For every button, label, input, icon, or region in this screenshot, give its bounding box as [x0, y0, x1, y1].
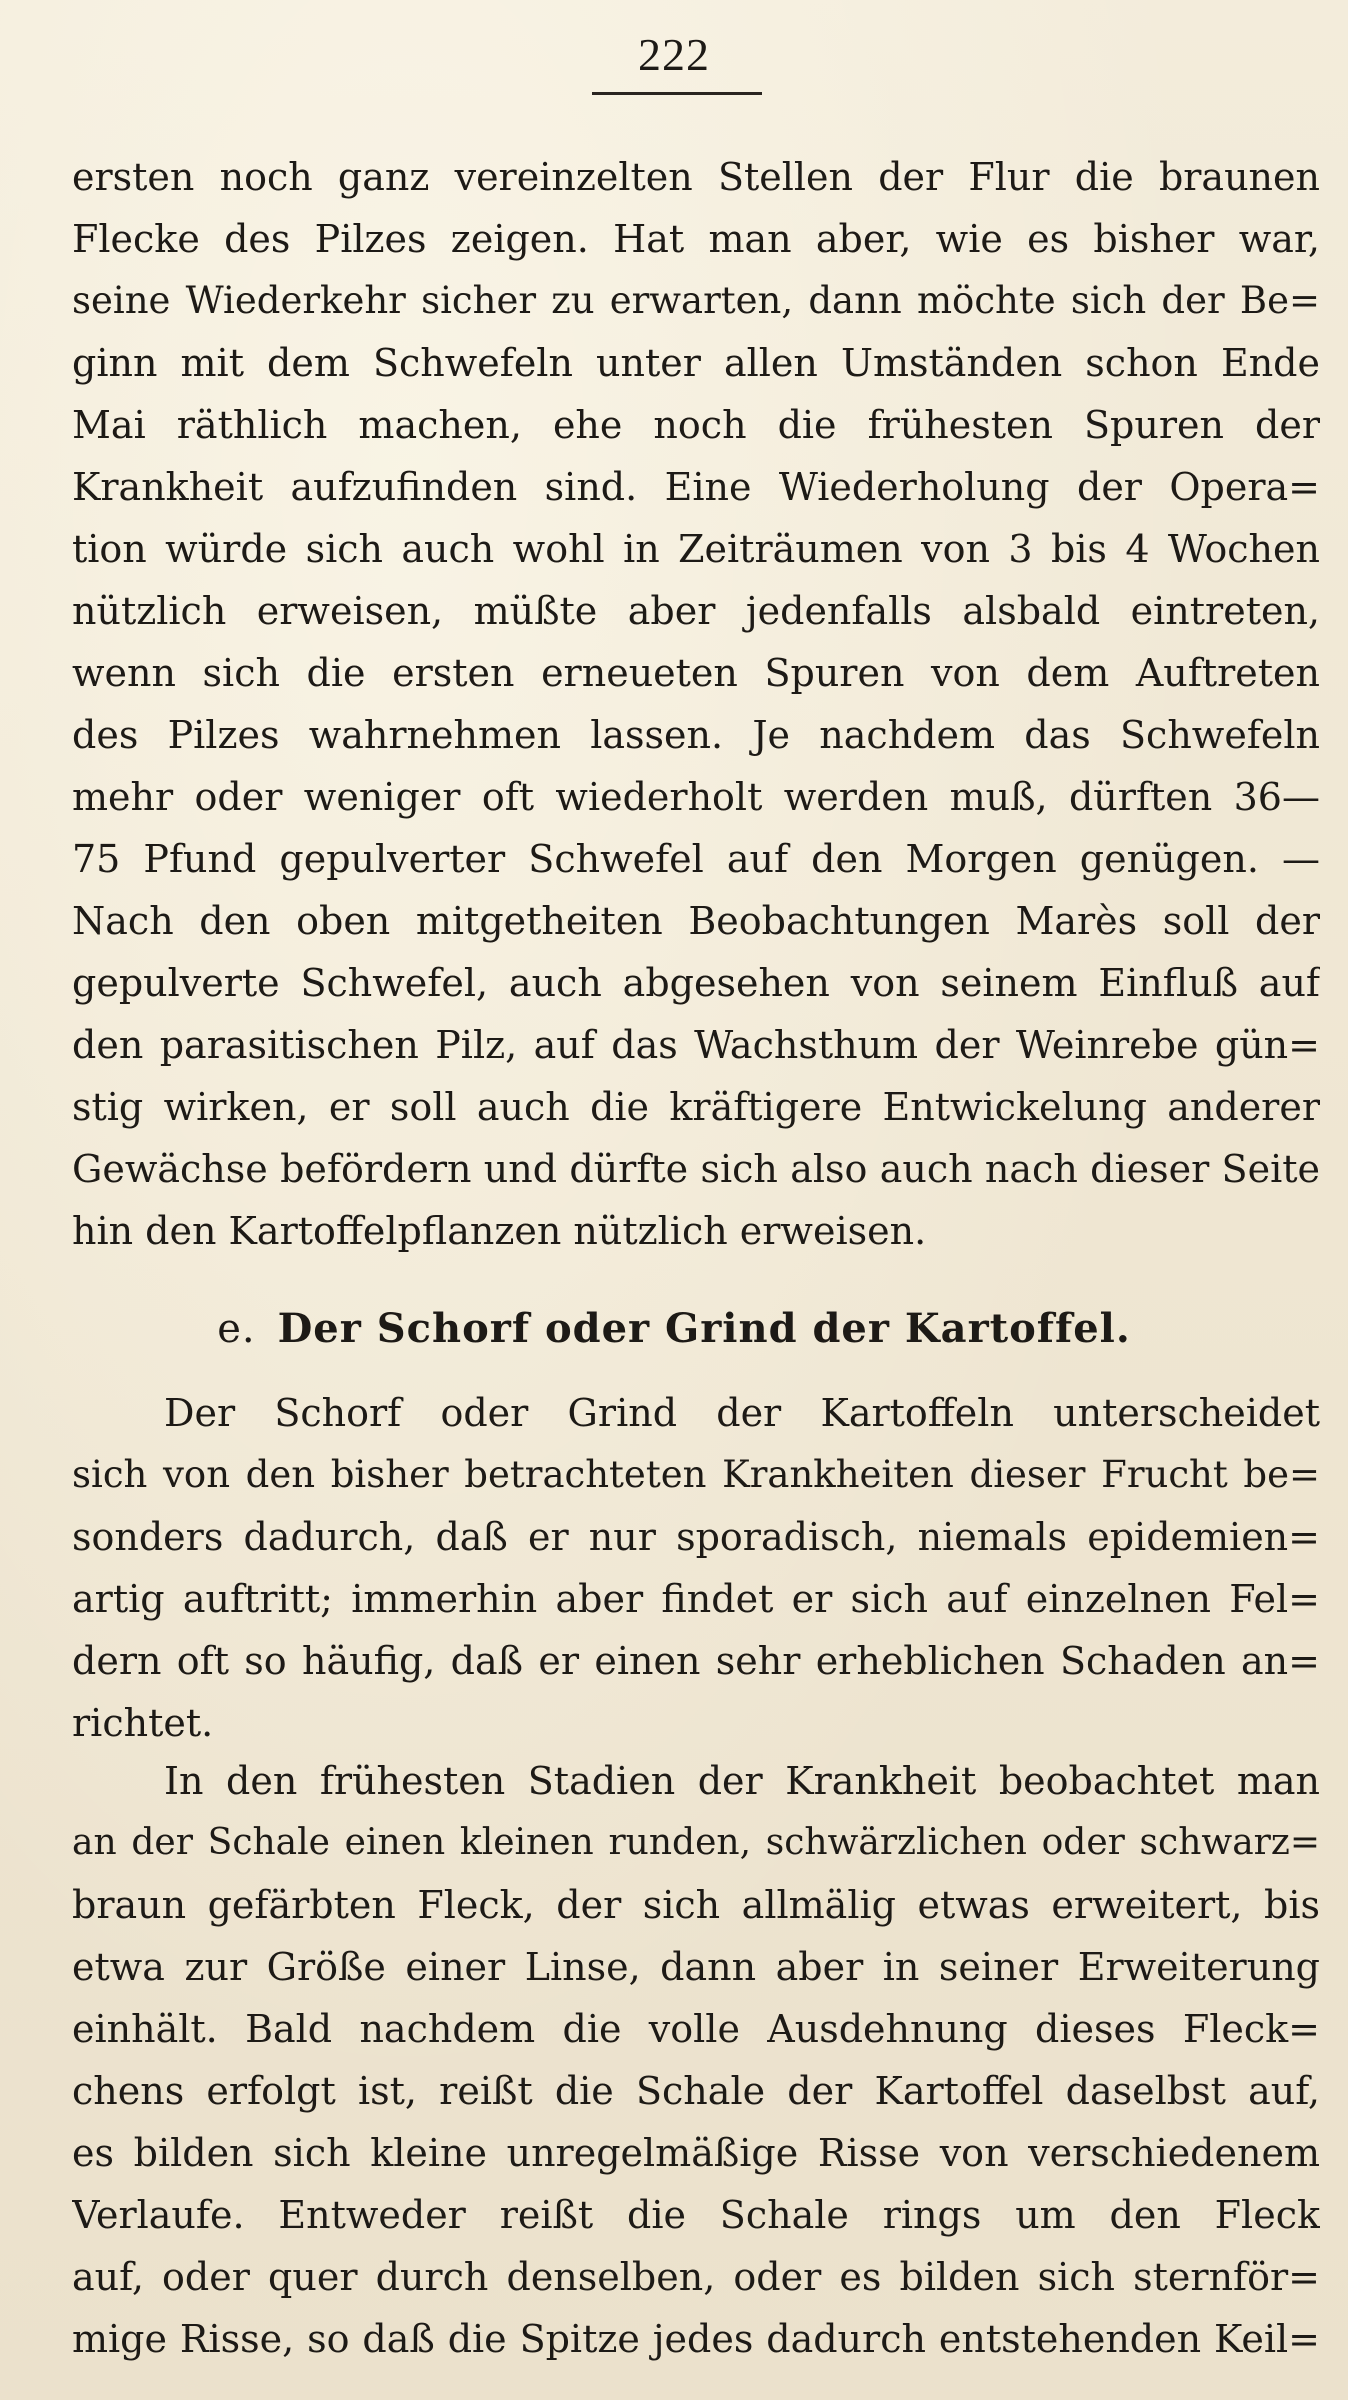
page-number: 222: [638, 29, 710, 80]
text-line: Krankheit aufzufinden sind. Eine Wiederholung der Opera=: [72, 465, 1320, 509]
text-line: es bilden sich kleine unregelmäßige Risse von verschiedenem: [72, 2131, 1320, 2175]
text-line: ginn mit dem Schwefeln unter allen Umständen schon Ende: [72, 341, 1320, 385]
text-line: richtet.: [72, 1701, 214, 1745]
text-line: den parasitischen Pilz, auf das Wachsthum der Weinrebe gün=: [72, 1023, 1320, 1067]
text-line: Nach den oben mitgetheiten Beobachtungen Marès soll der: [72, 899, 1320, 943]
text-line: Der Schorf oder Grind der Kartoffeln unterscheidet: [164, 1391, 1320, 1435]
text-line: etwa zur Größe einer Linse, dann aber in seiner Erweiterung: [72, 1945, 1320, 1989]
text-line: nützlich erweisen, müßte aber jedenfalls alsbald eintreten,: [72, 589, 1320, 633]
section-label: e.: [217, 1306, 256, 1352]
text-line: seine Wiederkehr sicher zu erwarten, dann möchte sich der Be=: [72, 279, 1320, 322]
text-line: Mai räthlich machen, ehe noch die frühesten Spuren der: [72, 403, 1320, 447]
text-line: Verlaufe. Entweder reißt die Schale rings um den Fleck: [72, 2193, 1320, 2237]
text-line: gepulverte Schwefel, auch abgesehen von seinem Einfluß auf: [72, 961, 1320, 1005]
text-line: wenn sich die ersten erneueten Spuren von dem Auftreten: [72, 651, 1320, 695]
text-line: dern oft so häufig, daß er einen sehr erheblichen Schaden an=: [72, 1639, 1320, 1683]
paragraph-continuation: [72, 146, 1320, 1262]
text-line: mehr oder weniger oft wiederholt werden muß, dürften 36—: [72, 775, 1320, 819]
text-line: an der Schale einen kleinen runden, schwärzlichen oder schwarz=: [72, 1822, 1320, 1863]
text-line: des Pilzes wahrnehmen lassen. Je nachdem das Schwefeln: [72, 713, 1320, 757]
paragraph-schorf-intro: [72, 1382, 1320, 1754]
header-rule: [592, 92, 762, 95]
section-heading: [0, 1298, 1348, 1360]
section-title: Der Schorf oder Grind der Kartoffel.: [277, 1305, 1131, 1352]
text-line: ersten noch ganz vereinzelten Stellen der Flur die braunen: [72, 155, 1320, 199]
text-line: Gewächse befördern und dürfte sich also auch nach dieser Seite: [72, 1147, 1320, 1191]
text-line: sonders dadurch, daß er nur sporadisch, niemals epidemien=: [72, 1515, 1320, 1559]
text-line: tion würde sich auch wohl in Zeiträumen von 3 bis 4 Wochen: [72, 527, 1320, 571]
text-line: sich von den bisher betrachteten Krankheiten dieser Frucht be=: [72, 1453, 1320, 1496]
text-line: Flecke des Pilzes zeigen. Hat man aber, wie es bisher war,: [72, 217, 1320, 261]
text-line: stig wirken, er soll auch die kräftigere Entwickelung anderer: [72, 1085, 1320, 1129]
text-line: chens erfolgt ist, reißt die Schale der Kartoffel daselbst auf,: [72, 2069, 1320, 2113]
text-line: 75 Pfund gepulverter Schwefel auf den Morgen genügen. —: [72, 837, 1320, 881]
text-line: artig auftritt; immerhin aber findet er sich auf einzelnen Fel=: [72, 1577, 1320, 1621]
text-line: hin den Kartoffelpflanzen nützlich erweisen.: [72, 1209, 927, 1253]
text-line: braun gefärbten Fleck, der sich allmälig etwas erweitert, bis: [72, 1883, 1320, 1927]
text-line: einhält. Bald nachdem die volle Ausdehnung dieses Fleck=: [72, 2007, 1320, 2051]
paragraph-early-stages: [72, 1750, 1320, 2370]
text-line: In den frühesten Stadien der Krankheit beobachtet man: [164, 1759, 1320, 1803]
text-line: auf, oder quer durch denselben, oder es bilden sich sternför=: [72, 2255, 1320, 2299]
text-line: mige Risse, so daß die Spitze jedes dadurch entstehenden Keil=: [72, 2317, 1320, 2361]
